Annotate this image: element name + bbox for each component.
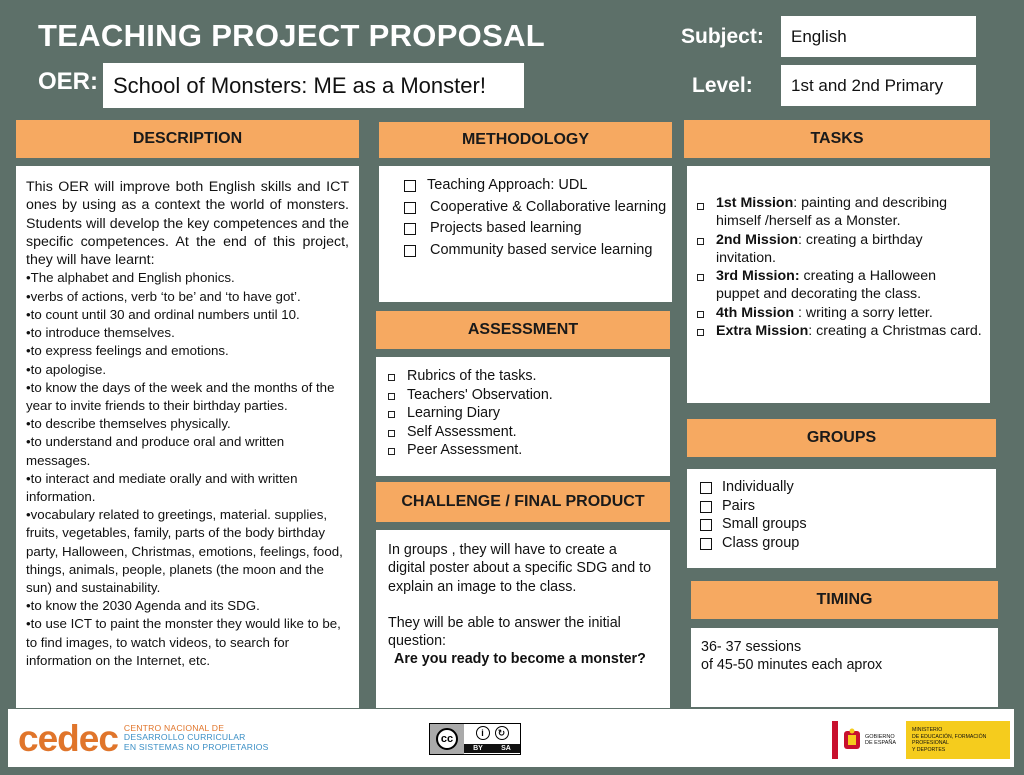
- groups-heading: GROUPS: [687, 419, 996, 457]
- list-item: Projects based learning: [404, 218, 672, 240]
- list-item: Self Assessment.: [388, 423, 670, 442]
- bullet-icon: [388, 393, 395, 400]
- bullet-icon: [697, 329, 704, 336]
- bullet-icon: [697, 311, 704, 318]
- bullet-icon: [388, 374, 395, 381]
- list-item: • to use ICT to paint the monster they would like to be, to find images, to watch videos, to search for information on the Internet, etc.: [26, 615, 349, 670]
- by-person-icon: i: [476, 726, 490, 740]
- list-item: • to interact and mediate orally and with written information.: [26, 470, 349, 506]
- page-title: TEACHING PROJECT PROPOSAL: [38, 18, 545, 53]
- timing-heading: TIMING: [691, 581, 998, 619]
- assessment-panel: [376, 357, 670, 476]
- bullet-icon: [697, 238, 704, 245]
- assessment-list: [388, 367, 670, 460]
- tasks-list: [697, 194, 982, 340]
- cedec-logo: cedec CENTRO NACIONAL DE DESARROLLO CURRICULAR EN SISTEMAS NO PROPIETARIOS: [18, 717, 269, 759]
- level-label: Level:: [692, 74, 753, 97]
- challenge-question: Are you ready to become a monster?: [394, 651, 646, 668]
- bullet-icon: [697, 274, 704, 281]
- level-value: 1st and 2nd Primary: [781, 65, 976, 106]
- list-item: • to express feelings and emotions.: [26, 342, 349, 360]
- bullet-icon: [388, 448, 395, 455]
- government-logo: GOBIERNO DE ESPAÑA MINISTERIO DE EDUCACIÓN, FORMACIÓN PROFESIONAL Y DEPORTES: [832, 721, 1010, 759]
- challenge-text-2: They will be able to answer the initial question:: [388, 614, 621, 650]
- cc-icon: cc: [436, 728, 458, 750]
- challenge-text: In groups , they will have to create a digital poster about a specific SDG and to explain an image to the class.: [388, 542, 652, 595]
- checkbox-icon: [404, 202, 416, 214]
- ministry-label: MINISTERIO DE EDUCACIÓN, FORMACIÓN PROFESIONAL Y DEPORTES: [906, 721, 1010, 759]
- groups-list: [700, 478, 996, 552]
- list-item: • to know the days of the week and the months of the year to invite friends to their birthday parties.: [26, 379, 349, 415]
- groups-panel: [687, 469, 996, 568]
- list-item: • vocabulary related to greetings, material. supplies, fruits, vegetables, family, parts of the body birthday party, Halloween, Christmas, emotions, feelings, food, things, animals, people, planets (the moon and the sun) and sustainability.: [26, 506, 349, 597]
- checkbox-icon: [700, 519, 712, 531]
- tasks-heading: TASKS: [684, 120, 990, 158]
- list-item: Teachers' Observation.: [388, 386, 670, 405]
- checkbox-icon: [404, 223, 416, 235]
- methodology-list: [404, 175, 672, 261]
- description-list: [26, 269, 349, 669]
- footer: [8, 709, 1014, 767]
- methodology-heading: METHODOLOGY: [379, 122, 672, 158]
- list-item: 3rd Mission: creating a Halloween puppet and decorating the class.: [697, 267, 982, 304]
- list-item: • to understand and produce oral and written messages.: [26, 433, 349, 469]
- coat-of-arms-icon: [842, 728, 862, 752]
- timing-line-1: 36- 37 sessions: [701, 639, 802, 655]
- checkbox-icon: [404, 245, 416, 257]
- list-item: Class group: [700, 534, 996, 553]
- list-item: • The alphabet and English phonics.: [26, 269, 349, 287]
- list-item: 1st Mission: painting and describing himself /herself as a Monster.: [697, 194, 982, 231]
- methodology-panel: [379, 166, 672, 302]
- subject-label: Subject:: [681, 25, 764, 48]
- subject-value: English: [781, 16, 976, 57]
- list-item: • to introduce themselves.: [26, 324, 349, 342]
- bullet-icon: [697, 203, 704, 210]
- checkbox-icon: [404, 180, 416, 192]
- challenge-heading: CHALLENGE / FINAL PRODUCT: [376, 482, 670, 522]
- list-item: • to know the 2030 Agenda and its SDG.: [26, 597, 349, 615]
- bullet-icon: [388, 411, 395, 418]
- oer-label: OER:: [38, 68, 98, 95]
- description-panel: [16, 166, 359, 708]
- list-item: Learning Diary: [388, 404, 670, 423]
- list-item: Peer Assessment.: [388, 441, 670, 460]
- list-item: Extra Mission: creating a Christmas card.: [697, 322, 982, 340]
- list-item: Individually: [700, 478, 996, 497]
- list-item: Community based service learning: [404, 240, 672, 262]
- share-alike-icon: ↻: [495, 726, 509, 740]
- tasks-panel: [687, 166, 990, 403]
- timing-panel: [691, 628, 998, 707]
- checkbox-icon: [700, 538, 712, 550]
- timing-line-2: of 45-50 minutes each aprox: [701, 657, 883, 674]
- list-item: 4th Mission : writing a sorry letter.: [697, 304, 982, 322]
- list-item: Teaching Approach: UDL: [404, 175, 672, 197]
- list-item: • to apologise.: [26, 361, 349, 379]
- list-item: Rubrics of the tasks.: [388, 367, 670, 386]
- list-item: • to describe themselves physically.: [26, 415, 349, 433]
- description-heading: DESCRIPTION: [16, 120, 359, 158]
- oer-value: School of Monsters: ME as a Monster!: [103, 63, 524, 108]
- list-item: • verbs of actions, verb ‘to be’ and ‘to have got’.: [26, 288, 349, 306]
- list-item: Small groups: [700, 515, 996, 534]
- list-item: Pairs: [700, 497, 996, 516]
- checkbox-icon: [700, 501, 712, 513]
- checkbox-icon: [700, 482, 712, 494]
- description-intro: This OER will improve both English skills and ICT ones by using as a context the world of monsters. Students will develop the key competences and the specific competences. At the end of this project, they will have learnt:: [26, 179, 349, 269]
- list-item: 2nd Mission: creating a birthday invitation.: [697, 231, 982, 268]
- list-item: • to count until 30 and ordinal numbers until 10.: [26, 306, 349, 324]
- list-item: Cooperative & Collaborative learning: [404, 197, 672, 219]
- challenge-panel: [376, 530, 670, 708]
- assessment-heading: ASSESSMENT: [376, 311, 670, 349]
- cc-license-badge: cc i ↻ BY SA: [429, 723, 521, 755]
- bullet-icon: [388, 430, 395, 437]
- cedec-wordmark: cedec: [18, 717, 118, 759]
